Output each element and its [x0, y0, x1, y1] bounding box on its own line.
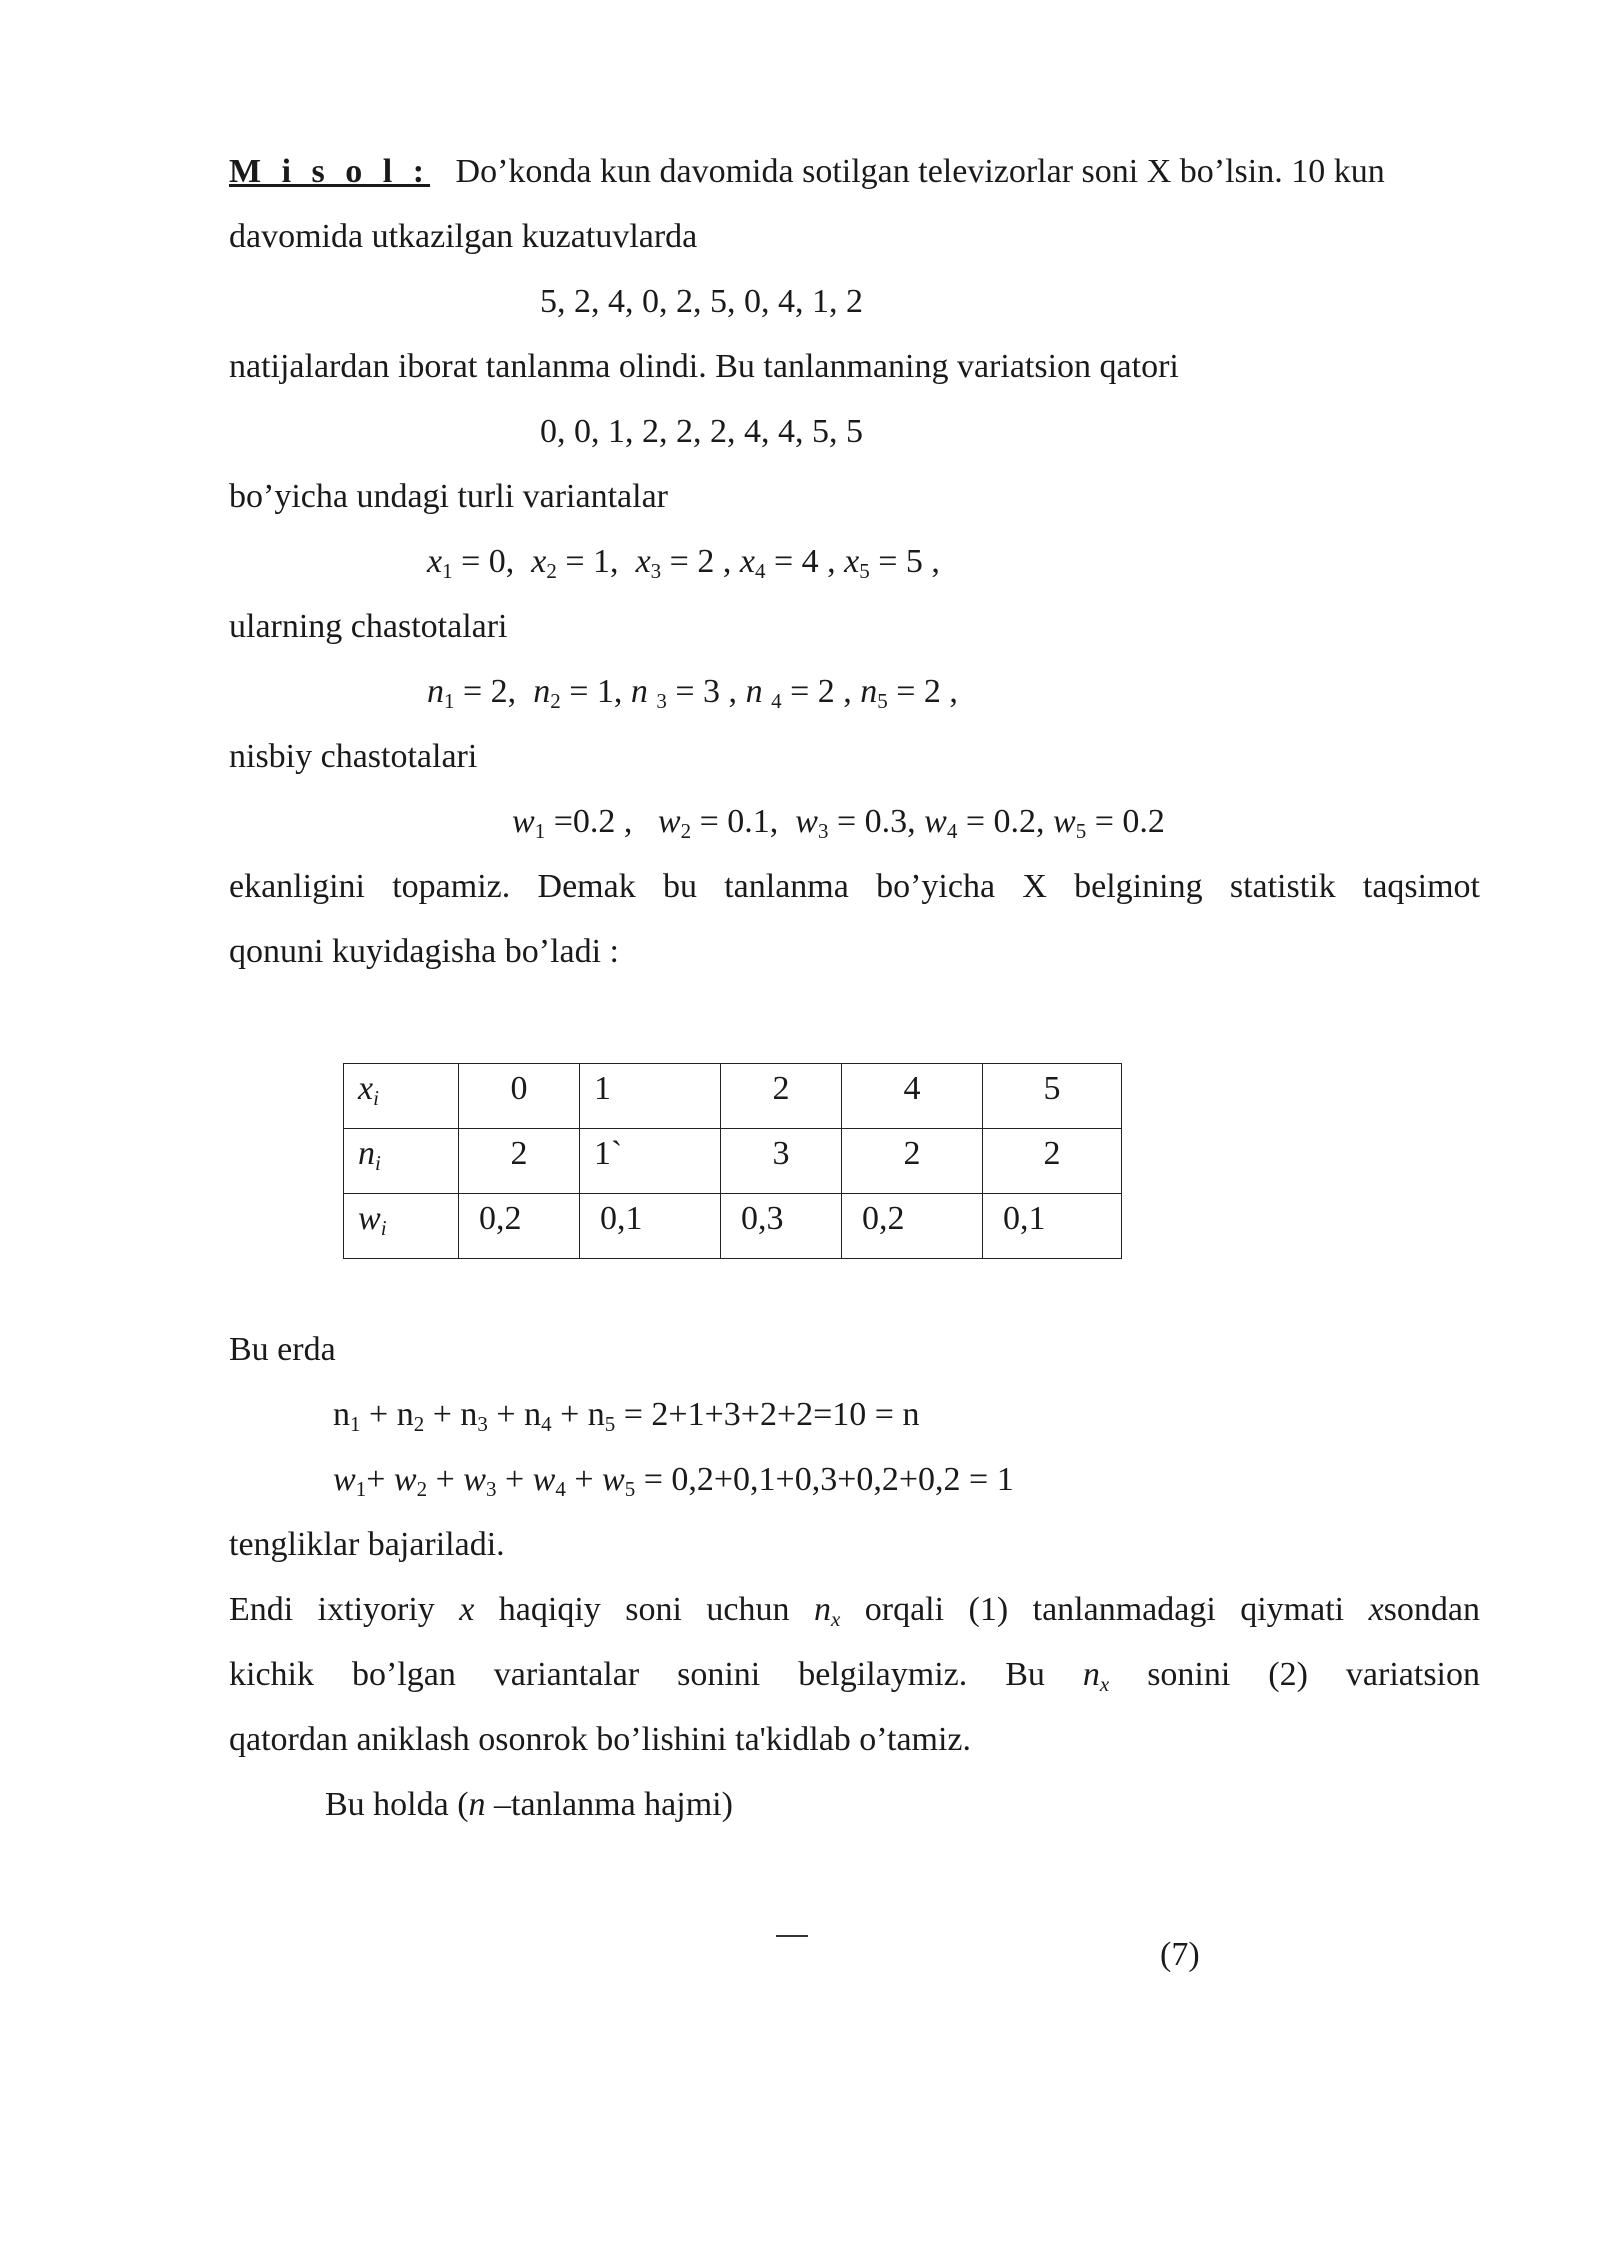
table-cell: 3 — [721, 1129, 842, 1194]
sample-values: 5, 2, 4, 0, 2, 5, 0, 4, 1, 2 — [540, 283, 863, 320]
table-row — [344, 1194, 1122, 1259]
term-subscript: 1 — [350, 1412, 361, 1436]
text-fragment: sonini (2) variatsion — [1109, 1656, 1481, 1693]
relative-frequency-symbol: w — [924, 803, 947, 840]
misol-line-2: davomida utkazilgan kuzatuvlarda — [229, 218, 698, 255]
variants-formula — [427, 542, 940, 583]
misol-label: M i s o l : — [229, 153, 431, 190]
paragraph-bu-erda: Bu erda — [229, 1331, 336, 1368]
table-row — [344, 1064, 1122, 1129]
row-header-cell — [344, 1194, 459, 1259]
x-subscript: x — [1099, 1672, 1110, 1696]
term-subscript: 4 — [555, 1477, 566, 1501]
frequency-symbol: n — [745, 673, 772, 710]
misol-text: Do’konda kun davomida sotilgan televizorlar soni X bo’lsin. 10 kun — [455, 153, 1385, 190]
term-symbol: w — [602, 1461, 625, 1498]
variant-subscript: 1 — [442, 559, 453, 583]
relative-frequency-symbol: w — [657, 803, 681, 840]
operator: + — [487, 1396, 525, 1433]
variant-subscript: 2 — [546, 559, 557, 583]
table-cell: 0,1 — [983, 1194, 1122, 1259]
term-symbol: n — [333, 1396, 350, 1433]
table-cell: 2 — [983, 1129, 1122, 1194]
variant-symbol: x — [844, 543, 860, 580]
paragraph-frequencies: ularning chastotalari — [229, 608, 508, 645]
text-fragment: kichik bo’lgan variantalar sonini belgilaymiz. Bu — [229, 1656, 1083, 1693]
frequency-symbol: n — [860, 673, 878, 710]
sum-relative-frequencies-equation — [333, 1460, 1014, 1501]
frequency-symbol: n — [630, 673, 657, 710]
sum-frequencies-equation — [333, 1395, 919, 1436]
row-header-subscript: i — [373, 1086, 379, 1110]
frequency-value: = 2 , — [887, 673, 958, 710]
term-subscript: 2 — [413, 1412, 425, 1436]
operator: + — [424, 1396, 461, 1433]
x-symbol: x — [1368, 1591, 1384, 1628]
row-header-subscript: i — [380, 1216, 387, 1240]
variant-subscript: 4 — [754, 559, 766, 583]
paragraph-variants: bo’yicha undagi turli variantalar — [229, 478, 668, 515]
row-header-cell — [344, 1064, 459, 1129]
table-row — [344, 1129, 1122, 1194]
variant-value: = 0, — [452, 543, 532, 580]
relative-frequencies-formula — [512, 802, 1165, 843]
table-cell: 0,1 — [580, 1194, 721, 1259]
variation-series: 0, 0, 1, 2, 2, 2, 4, 4, 5, 5 — [540, 413, 863, 450]
term-symbol: n — [587, 1396, 605, 1433]
frequency-value: = 2, — [454, 673, 534, 710]
table-cell: 4 — [842, 1064, 983, 1129]
table-cell: 5 — [983, 1064, 1122, 1129]
misol-line-1 — [229, 152, 1385, 193]
paragraph-arbitrary-1 — [229, 1590, 1480, 1631]
variant-symbol: x — [531, 543, 547, 580]
relative-frequency-value: =0.2 , — [545, 803, 658, 840]
paragraph-equalities: tengliklar bajariladi. — [229, 1526, 505, 1563]
variant-subscript: 3 — [650, 559, 662, 583]
text-fragment: Bu holda ( — [325, 1786, 469, 1823]
distribution-table — [343, 1063, 1122, 1259]
operator: + — [427, 1461, 464, 1498]
variant-value: = 1, — [556, 543, 636, 580]
frequency-value: = 3 , — [666, 673, 746, 710]
frequency-value: = 1, — [560, 673, 631, 710]
relative-frequency-subscript: 1 — [534, 819, 546, 843]
term-symbol: n — [460, 1396, 478, 1433]
fraction-bar — [776, 1935, 808, 1937]
text-fragment: –tanlanma hajmi) — [485, 1786, 733, 1823]
paragraph-in-this-case — [325, 1785, 733, 1826]
table-cell: 0 — [459, 1064, 580, 1129]
variant-symbol: x — [427, 543, 443, 580]
frequency-value: = 2 , — [781, 673, 861, 710]
frequency-subscript: 2 — [550, 689, 561, 713]
term-subscript: 2 — [416, 1477, 428, 1501]
paragraph-arbitrary-3: qatordan aniklash osonrok bo’lishini ta'kidlab o’tamiz. — [229, 1721, 972, 1758]
variant-symbol: x — [635, 543, 651, 580]
variant-value: = 5 , — [869, 543, 940, 580]
relative-frequency-subscript: 5 — [1075, 819, 1087, 843]
row-header-subscript: i — [375, 1151, 381, 1175]
frequency-subscript: 1 — [444, 689, 455, 713]
equation-rhs: = 0,2+0,1+0,3+0,2+0,2 = 1 — [635, 1461, 1014, 1498]
row-header-symbol: w — [358, 1200, 381, 1237]
table-cell: 1` — [580, 1129, 721, 1194]
table-cell: 2 — [459, 1129, 580, 1194]
operator: + — [565, 1461, 602, 1498]
term-subscript: 3 — [485, 1477, 497, 1501]
term-subscript: 5 — [624, 1477, 636, 1501]
table-cell: 0,2 — [459, 1194, 580, 1259]
text-fragment: sondan — [1383, 1591, 1480, 1628]
row-header-symbol: n — [358, 1135, 375, 1172]
paragraph-distribution-2: qonuni kuyidagisha bo’ladi : — [229, 933, 620, 970]
x-subscript: x — [830, 1607, 841, 1631]
relative-frequency-subscript: 4 — [946, 819, 958, 843]
relative-frequency-subscript: 2 — [680, 819, 692, 843]
text-fragment: orqali (1) tanlanmadagi qiymati — [840, 1591, 1369, 1628]
relative-frequency-value: = 0.3, — [828, 803, 925, 840]
frequency-symbol: n — [533, 673, 551, 710]
operator: + — [366, 1461, 394, 1498]
n-symbol: n — [813, 1591, 831, 1628]
paragraph-relative-frequencies: nisbiy chastotalari — [229, 738, 478, 775]
frequency-subscript: 4 — [771, 689, 782, 713]
paragraph-distribution-1: ekanligini topamiz. Demak bu tanlanma bo’yicha X belgining statistik taqsimot — [229, 868, 1480, 905]
n-symbol: n — [1082, 1656, 1100, 1693]
equation-rhs: = 2+1+3+2+2=10 = n — [615, 1396, 920, 1433]
operator: + — [360, 1396, 397, 1433]
table-cell: 0,2 — [842, 1194, 983, 1259]
term-subscript: 1 — [355, 1477, 367, 1501]
term-symbol: n — [396, 1396, 414, 1433]
term-symbol: w — [532, 1461, 556, 1498]
equation-number: (7) — [1160, 1936, 1200, 1973]
term-subscript: 3 — [477, 1412, 488, 1436]
variant-value: = 4 , — [765, 543, 845, 580]
relative-frequency-value: = 0.2 — [1086, 803, 1165, 840]
frequency-subscript: 5 — [877, 689, 888, 713]
text-fragment: haqiqiy soni uchun — [474, 1591, 814, 1628]
frequency-subscript: 3 — [656, 689, 667, 713]
table-cell: 0,3 — [721, 1194, 842, 1259]
relative-frequency-symbol: w — [1053, 803, 1076, 840]
frequencies-formula — [427, 672, 958, 713]
relative-frequency-symbol: w — [512, 803, 535, 840]
term-subscript: 4 — [541, 1412, 552, 1436]
term-symbol: n — [524, 1396, 542, 1433]
variant-symbol: x — [739, 543, 755, 580]
row-header-cell — [344, 1129, 459, 1194]
row-header-symbol: x — [358, 1070, 374, 1107]
operator: + — [551, 1396, 588, 1433]
relative-frequency-subscript: 3 — [817, 819, 829, 843]
frequency-symbol: n — [427, 673, 444, 710]
table-cell: 2 — [721, 1064, 842, 1129]
variant-value: = 2 , — [661, 543, 740, 580]
term-symbol: w — [333, 1461, 356, 1498]
term-subscript: 5 — [604, 1412, 616, 1436]
paragraph-arbitrary-2 — [229, 1655, 1480, 1696]
table-cell: 2 — [842, 1129, 983, 1194]
text-fragment: Endi ixtiyoriy — [229, 1591, 460, 1628]
x-symbol: x — [459, 1591, 475, 1628]
paragraph-sample: natijalardan iborat tanlanma olindi. Bu tanlanmaning variatsion qatori — [229, 348, 1179, 385]
relative-frequency-value: = 0.1, — [691, 803, 796, 840]
variant-subscript: 5 — [859, 559, 870, 583]
operator: + — [496, 1461, 533, 1498]
relative-frequency-symbol: w — [795, 803, 818, 840]
term-symbol: w — [463, 1461, 486, 1498]
table-cell: 1 — [580, 1064, 721, 1129]
relative-frequency-value: = 0.2, — [957, 803, 1053, 840]
n-symbol: n — [468, 1786, 486, 1823]
term-symbol: w — [393, 1461, 417, 1498]
